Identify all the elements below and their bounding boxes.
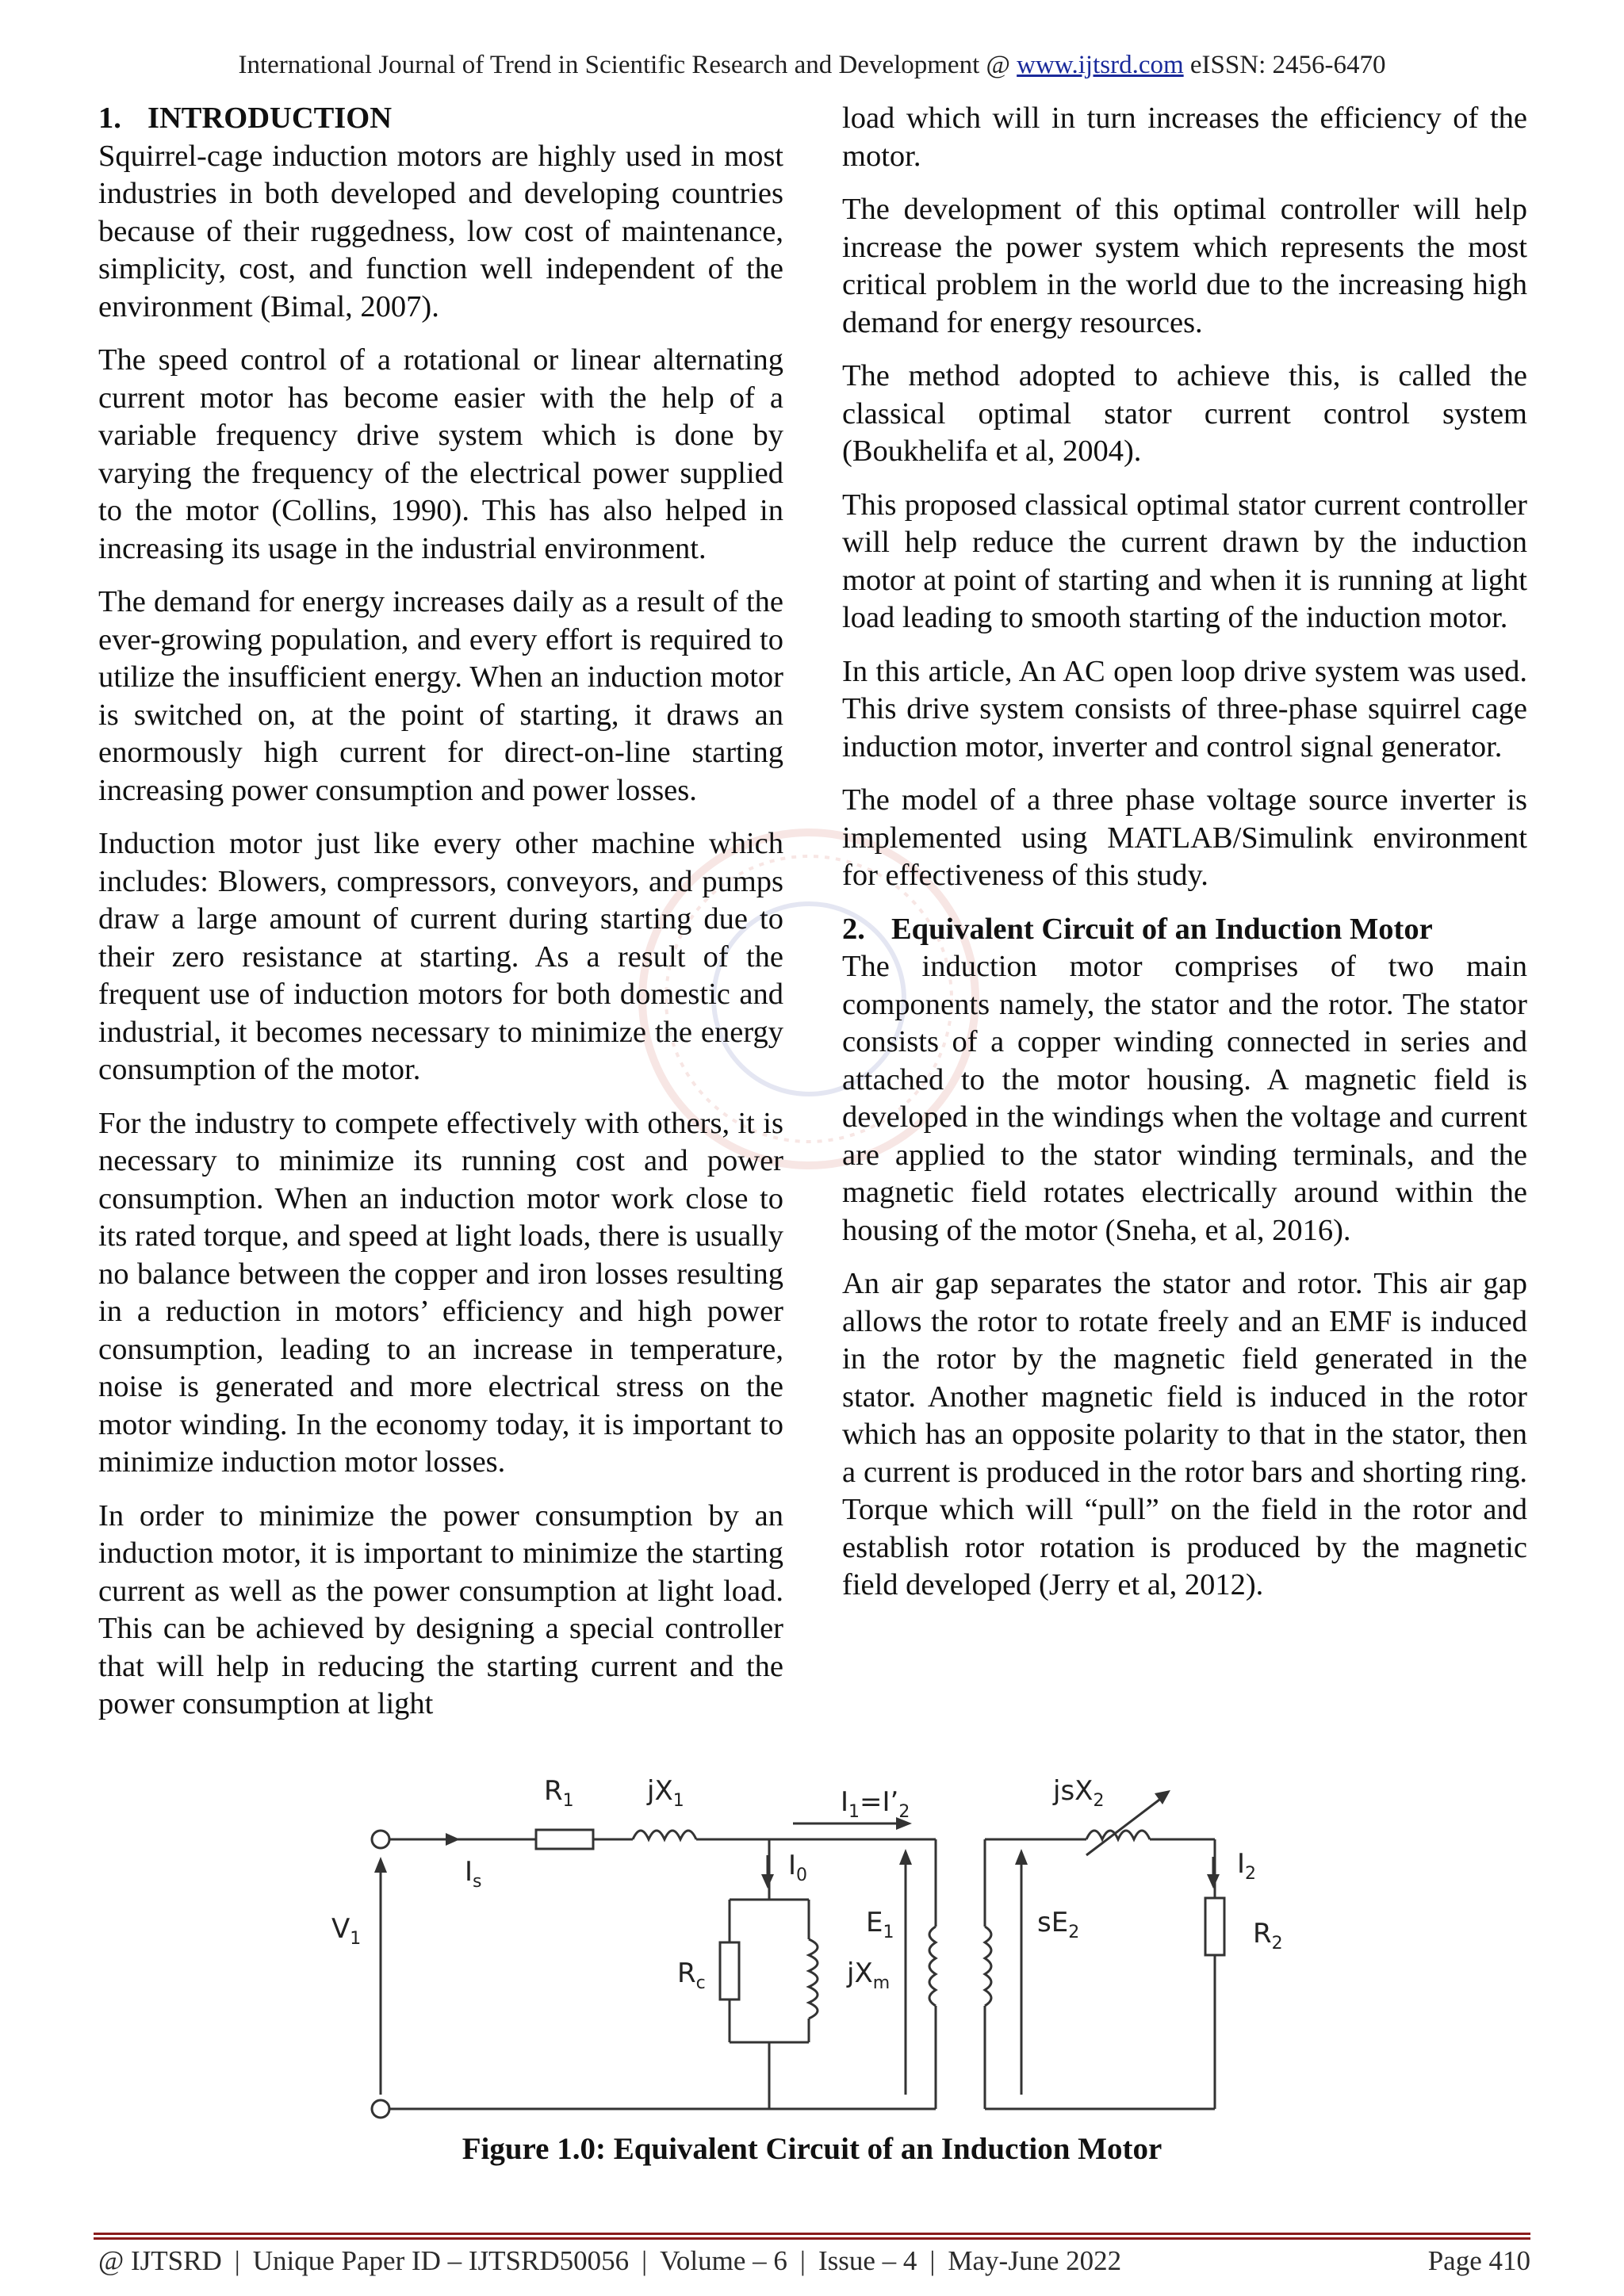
- resistor-R2: [1205, 1898, 1224, 1955]
- transformer-secondary-coil: [985, 1927, 991, 2006]
- paragraph: An air gap separates the stator and rotor. This air gap allows the rotor to rotate freely and an EMF is induced in the rotor by the magnetic field generated in the stator. Another magnetic field is induced in the rotor which has an opposite polarity to that in the stator, then a current is produced in the rotor bars and shorting ring. Torque which will “pull” on the field in the rotor and establish rotor rotation is produced by the magnetic field developed (Jerry et al, 2012).: [842, 1267, 1527, 1601]
- label-R1: $R_1$: [544, 1775, 574, 1811]
- input-terminal-top: [372, 1831, 389, 1848]
- label-sE2: $sE_2$: [1037, 1907, 1080, 1942]
- equivalent-circuit-diagram: [331, 1762, 1300, 2126]
- inductor-jXm: [809, 1939, 818, 2019]
- paragraph: The induction motor comprises of two main components namely, the stator and the rotor. The stator consists of a copper winding connected in series and attached to the motor housing. A magnetic field is developed in the windings when the voltage and current are applied to the stator winding terminals, and the magnetic field rotates electrically around within the housing of the motor (Sneha, et al, 2016).: [842, 950, 1527, 1247]
- issn: eISSN: 2456-6470: [1189, 51, 1386, 79]
- label-E1: $E_1$: [866, 1907, 894, 1942]
- footer-rule-bottom: [94, 2237, 1530, 2240]
- paragraph: The method adopted to achieve this, is called the classical optimal stator current control system (Boukhelifa et al, 2004).: [842, 359, 1527, 468]
- section-title: Equivalent Circuit of an Induction Motor: [891, 912, 1433, 946]
- journal-name: International Journal of Trend in Scientific Research and Development @: [238, 51, 1010, 79]
- footer-journal: @ IJTSRD: [98, 2245, 222, 2276]
- left-column: [98, 100, 783, 1724]
- paragraph: Squirrel-cage induction motors are highly used in most industries in both developed and developing countries because of their ruggedness, low cost of maintenance, simplicity, cost, and function well independent of the environment (Bimal, 2007).: [98, 139, 783, 323]
- label-R2: $R_2$: [1253, 1918, 1283, 1954]
- footer-date: May-June 2022: [948, 2245, 1122, 2276]
- input-terminal-bottom: [372, 2100, 389, 2118]
- figure-caption: Figure 1.0: Equivalent Circuit of an Induction Motor: [462, 2132, 1162, 2166]
- running-header: [0, 51, 1624, 80]
- paragraph: This proposed classical optimal stator current controller will help reduce the current drawn by the induction motor at point of starting and when it is running at light load leading to smooth starting of the induction motor.: [842, 488, 1527, 634]
- right-column: [842, 100, 1527, 1605]
- section-title: INTRODUCTION: [147, 101, 393, 135]
- transformer-primary-coil: [929, 1927, 936, 2006]
- footer-issue: Issue – 4: [818, 2245, 917, 2276]
- label-I0: $I_0$: [788, 1850, 808, 1885]
- section-heading-equivalent-circuit: [842, 911, 1527, 949]
- page-number: Page 410: [1427, 2245, 1530, 2276]
- footer-paper-id: Unique Paper ID – IJTSRD50056: [252, 2245, 630, 2276]
- label-jsX2: jsX$_2$: [1053, 1775, 1105, 1811]
- paragraph: The model of a three phase voltage source inverter is implemented using MATLAB/Simulink environment for effectiveness of this study.: [842, 783, 1527, 892]
- paragraph: load which will in turn increases the efficiency of the motor.: [842, 101, 1527, 173]
- paragraph: Induction motor just like every other machine which includes: Blowers, compressors, conveyors, and pumps draw a large amount of current during starting due to their zero resistance at starting. As a result of the frequent use of induction motors for both domestic and industrial, it becomes necessary to minimize the energy consumption of the motor.: [98, 827, 783, 1086]
- paragraph: The demand for energy increases daily as a result of the ever-growing population, and every effort is required to utilize the insufficient energy. When an induction motor is switched on, at the point of starting, it draws an enormously high current for direct-on-line starting increasing power consumption and power losses.: [98, 585, 783, 807]
- label-I1: $I_1=I’_2$: [841, 1786, 910, 1822]
- label-jXm: $jX_m$: [847, 1957, 891, 1993]
- paragraph: For the industry to compete effectively with others, it is necessary to minimize its running cost and power consumption. When an induction motor work close to its rated torque, and speed at light loads, there is usually no balance between the copper and iron losses resulting in a reduction in motors’ efficiency and high power consumption, leading to an increase in temperature, noise is generated and more electrical stress on the motor winding. In the economy today, it is important to minimize induction motor losses.: [98, 1106, 783, 1479]
- label-jX1: $jX_1$: [647, 1775, 684, 1811]
- resistor-R1: [536, 1830, 593, 1849]
- paragraph: In this article, An AC open loop drive system was used. This drive system consists of three-phase squirrel cage induction motor, inverter and control signal generator.: [842, 654, 1527, 763]
- section-number: 2.: [842, 912, 865, 946]
- label-Is: $I_s$: [465, 1856, 482, 1892]
- paragraph: The development of this optimal controller will help increase the power system which represents the most critical problem in the world due to the increasing high demand for energy resources.: [842, 193, 1527, 339]
- label-V1: $V_1$: [331, 1913, 362, 1949]
- footer: @ IJTSRD | Unique Paper ID – IJTSRD50056 | Volume – 6 | Issue – 4 | May-June 2022 Page 410: [98, 2245, 1530, 2276]
- paragraph: The speed control of a rotational or linear alternating current motor has become easier with the help of a variable frequency drive system which is done by varying the frequency of the electrical power supplied to the motor (Collins, 1990). This has also helped in increasing its usage in the industrial environment.: [98, 343, 783, 565]
- paragraph: In order to minimize the power consumption by an induction motor, it is important to minimize the starting current as well as the power consumption at light load. This can be achieved by designing a special controller that will help in reducing the starting current and the power consumption at light: [98, 1498, 783, 1720]
- label-I2: $I_2$: [1237, 1848, 1257, 1884]
- footer-volume: Volume – 6: [660, 2245, 787, 2276]
- section-heading-introduction: [98, 100, 783, 138]
- label-Rc: $R_c$: [677, 1957, 706, 1993]
- footer-rule-top: [94, 2233, 1530, 2235]
- resistor-Rc: [720, 1942, 739, 1999]
- journal-url-link[interactable]: www.ijtsrd.com: [1017, 51, 1184, 79]
- inductor-jX1: [633, 1831, 696, 1839]
- section-number: 1.: [98, 101, 121, 135]
